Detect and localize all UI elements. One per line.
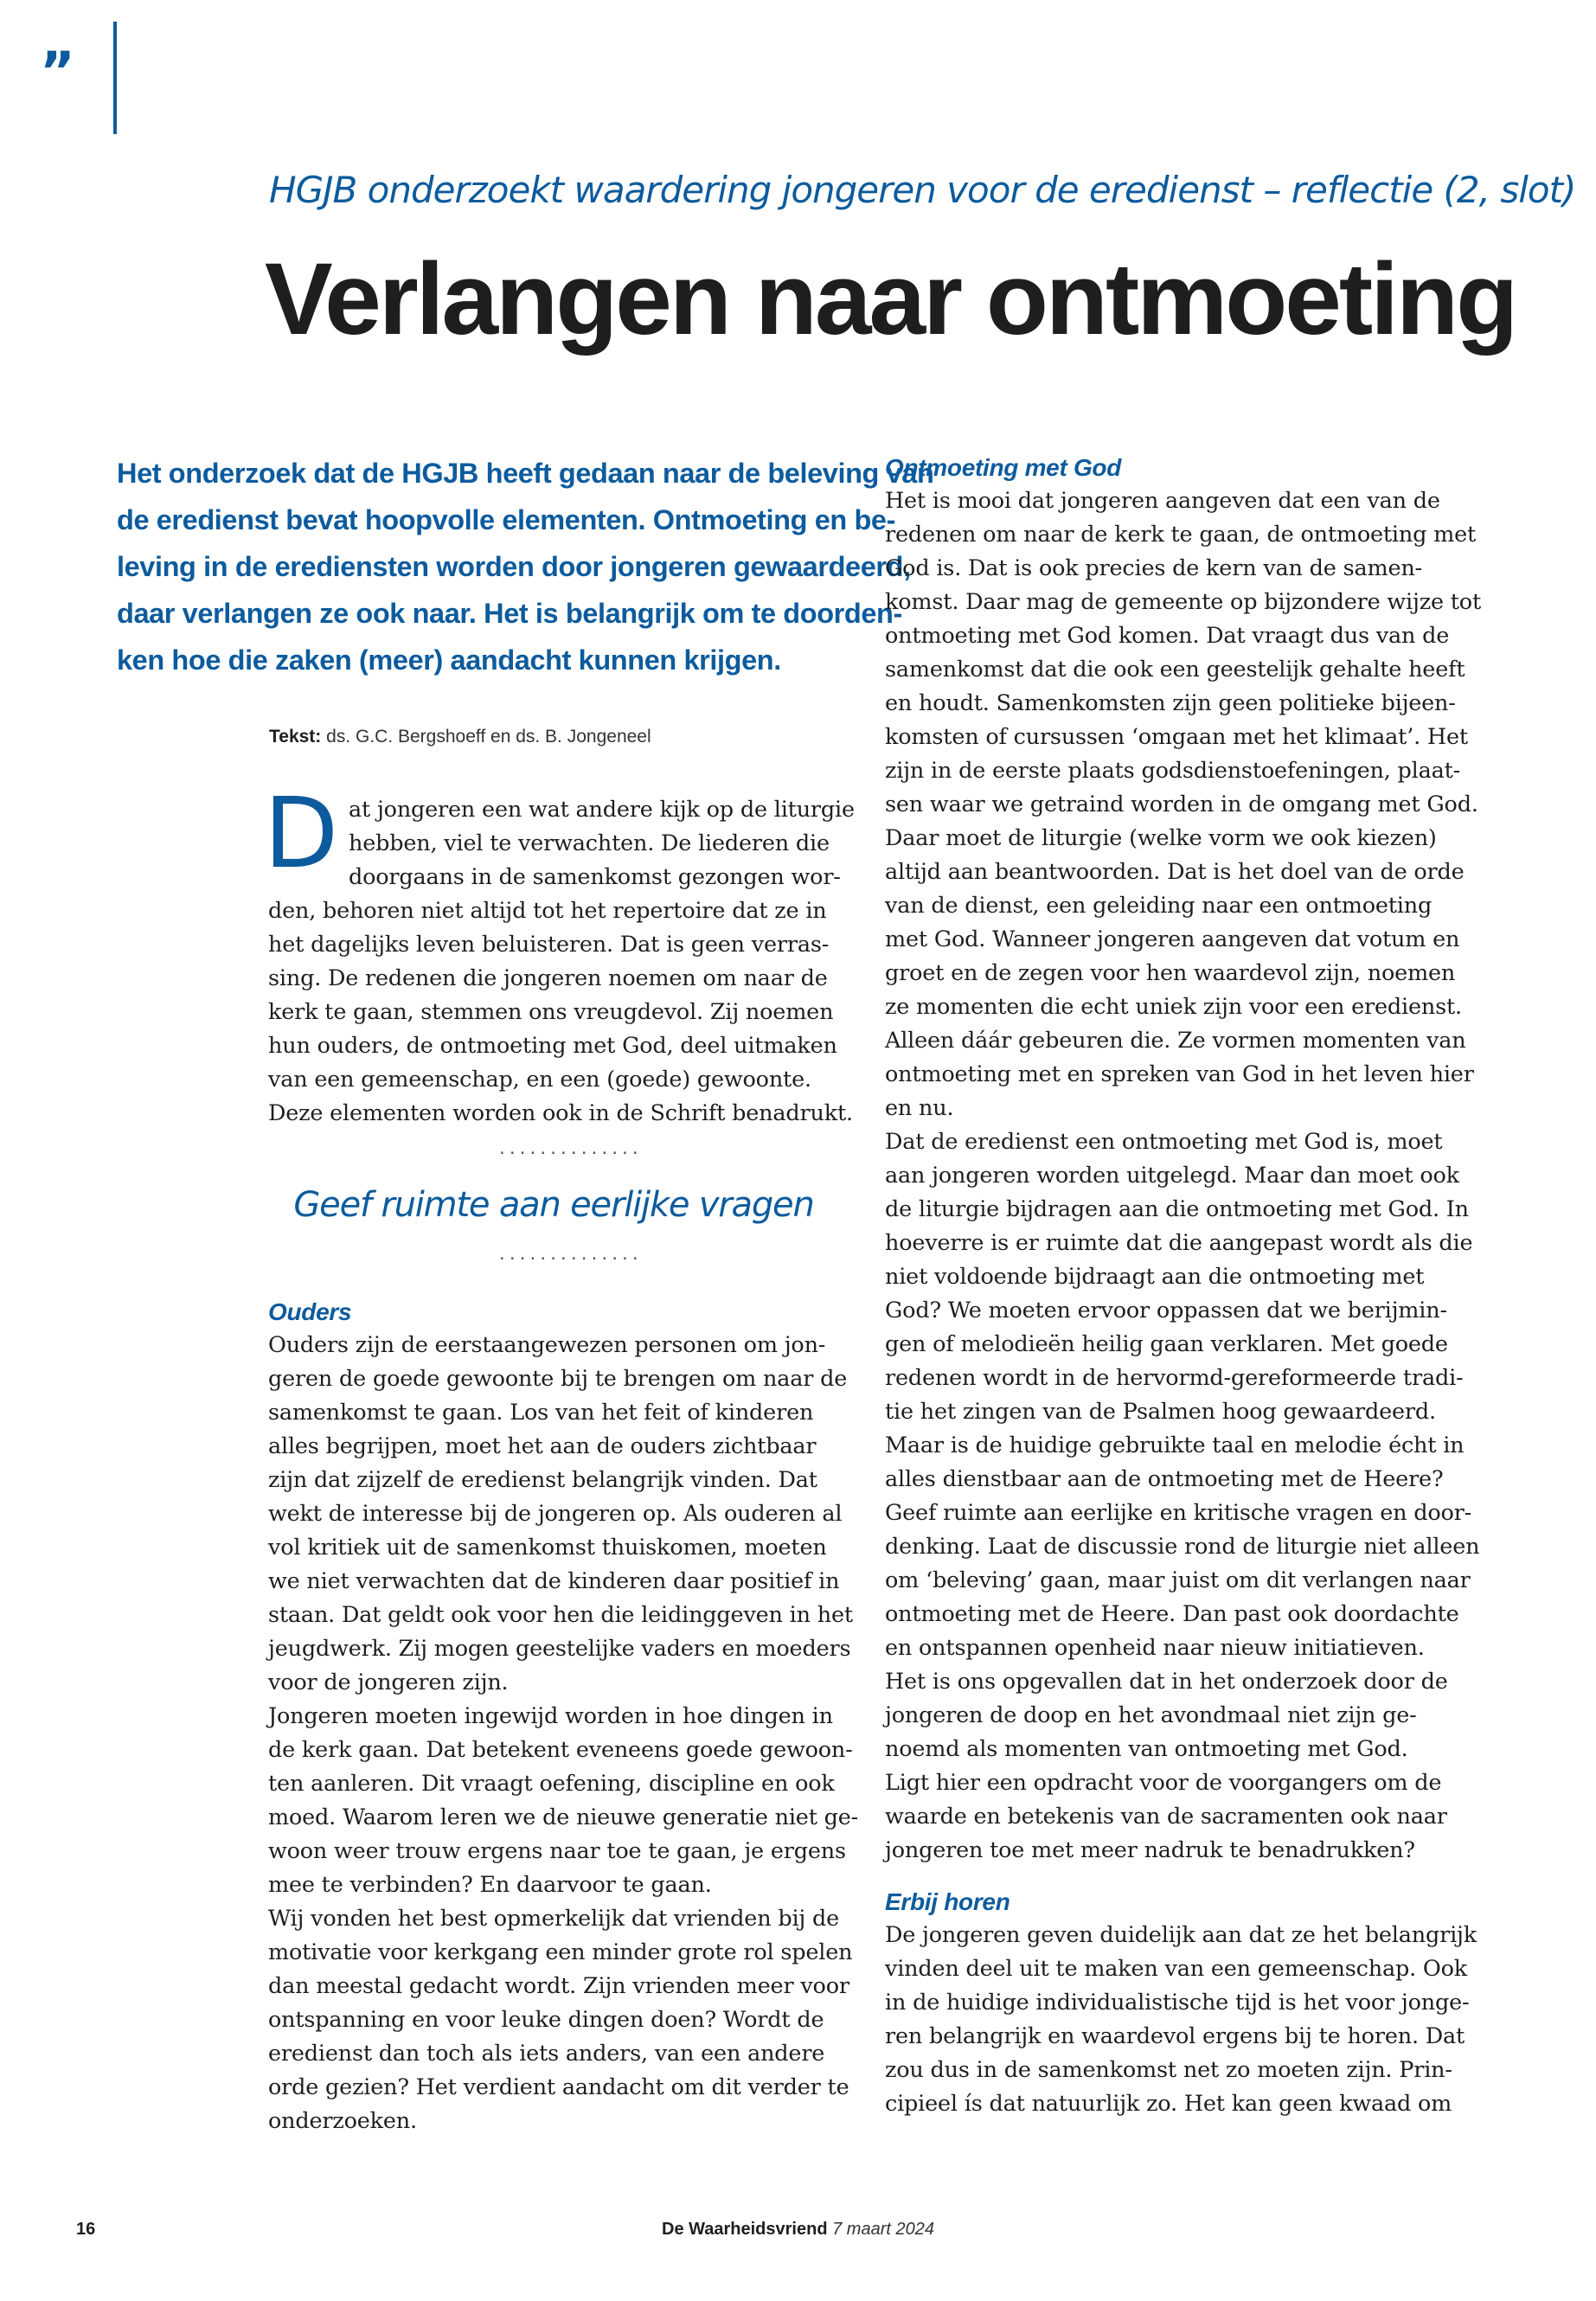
body-line: denking. Laat de discussie rond de liturgie niet alleen (885, 1534, 1480, 1560)
section-heading-ouders: Ouders (268, 1298, 352, 1325)
intro-line: Het onderzoek dat de HGJB heeft gedaan naar de beleving van (117, 458, 934, 489)
body-line: Het is ons opgevallen dat in het onderzoek door de (885, 1669, 1448, 1695)
section-heading-erbij-horen: Erbij horen (885, 1888, 1010, 1915)
publication-footer (662, 2220, 934, 2240)
quote-mark-icon: ” (40, 40, 75, 103)
body-line: cipieel ís dat natuurlijk zo. Het kan geen kwaad om (885, 2091, 1452, 2117)
body-line: de liturgie bijdragen aan die ontmoeting met God. In (885, 1196, 1469, 1222)
body-line: dan meestal gedacht wordt. Zijn vrienden meer voor (268, 1973, 849, 1999)
body-line: komsten of cursussen ‘omgaan met het klimaat’. Het (885, 724, 1468, 750)
body-line: ze momenten die echt uniek zijn voor een eredienst. (885, 994, 1462, 1020)
body-line: Maar is de huidige gebruikte taal en melodie écht in (885, 1433, 1465, 1458)
body-line: sen waar we getraind worden in de omgang met God. (885, 792, 1478, 817)
pullquote-dots-bottom: .............. (497, 1246, 641, 1264)
body-line: ontmoeting met en spreken van God in het leven hier (885, 1061, 1474, 1087)
body-line: sing. De redenen die jongeren noemen om naar de (268, 965, 828, 991)
byline-authors: ds. G.C. Bergshoeff en ds. B. Jongeneel (326, 727, 651, 747)
body-line: zijn dat zijzelf de eredienst belangrijk vinden. Dat (268, 1467, 817, 1493)
body-line: God? We moeten ervoor oppassen dat we berijmin- (885, 1298, 1447, 1324)
body-line: doorgaans in de samenkomst gezongen wor- (349, 864, 841, 890)
byline-label: Tekst: (269, 727, 322, 747)
section-spacer (885, 1868, 1465, 1885)
pullquote-dots-top: .............. (497, 1140, 641, 1158)
body-line: ontspanning en voor leuke dingen doen? Wordt de (268, 2007, 824, 2033)
body-line: we niet verwachten dat de kinderen daar positief in (268, 1568, 840, 1594)
body-line: motivatie voor kerkgang een minder grote rol spelen (268, 1939, 853, 1965)
body-line: ren belangrijk en waardevol ergens bij te horen. Dat (885, 2023, 1465, 2049)
body-line: geren de goede gewoonte bij te brengen om naar de (268, 1366, 848, 1392)
body-line: tie het zingen van de Psalmen hoog gewaardeerd. (885, 1399, 1436, 1425)
publication-name: De Waarheidsvriend (662, 2220, 828, 2239)
intro-line: daar verlangen ze ook naar. Het is belangrijk om te doorden- (117, 598, 902, 629)
page-number: 16 (76, 2220, 96, 2239)
publication-date: 7 maart 2024 (832, 2220, 934, 2239)
body-line: alles begrijpen, moet het aan de ouders zichtbaar (268, 1433, 817, 1459)
body-line: redenen om naar de kerk te gaan, de ontmoeting met (885, 522, 1477, 548)
body-line: ontmoeting met God komen. Dat vraagt dus van de (885, 623, 1450, 649)
column-left-opening (268, 793, 855, 1131)
body-line: redenen wordt in de hervormd-gereformeerde tradi- (885, 1365, 1464, 1391)
body-line: zijn in de eerste plaats godsdienstoefeningen, plaat- (885, 758, 1461, 784)
body-line: in de huidige individualistische tijd is het voor jonge- (885, 1990, 1470, 2016)
body-line: onderzoeken. (268, 2108, 417, 2134)
intro-line: de eredienst bevat hoopvolle elementen. Ontmoeting en be- (117, 504, 896, 535)
intro-line: leving in de erediensten worden door jongeren gewaardeerd, (117, 551, 911, 582)
body-line: hun ouders, de ontmoeting met God, deel uitmaken (268, 1033, 837, 1059)
body-line: en houdt. Samenkomsten zijn geen politieke bijeen- (885, 690, 1456, 716)
body-line: en ontspannen openheid naar nieuw initiatieven. (885, 1635, 1425, 1661)
body-line: wekt de interesse bij de jongeren op. Als ouderen al (268, 1501, 843, 1527)
body-line: Ligt hier een opdracht voor de voorgangers om de (885, 1770, 1442, 1796)
article-intro (117, 450, 934, 683)
body-line: jongeren toe met meer nadruk te benadrukken? (885, 1837, 1415, 1863)
body-line: ontmoeting met de Heere. Dan past ook doordachte (885, 1601, 1459, 1627)
body-line: ten aanleren. Dit vraagt oefening, discipline en ook (268, 1771, 835, 1797)
body-line: kerk te gaan, stemmen ons vreugdevol. Zij noemen (268, 999, 834, 1025)
body-line: samenkomst dat die ook een geestelijk gehalte heeft (885, 657, 1465, 683)
body-line: noemd als momenten van ontmoeting met God. (885, 1736, 1408, 1762)
body-line: hebben, viel te verwachten. De liederen die (349, 830, 830, 856)
body-line: de kerk gaan. Dat betekent eveneens goede gewoon- (268, 1737, 853, 1763)
body-line: Dat de eredienst een ontmoeting met God is, moet (885, 1129, 1443, 1155)
body-line: vinden deel uit te maken van een gemeenschap. Ook (885, 1956, 1468, 1982)
body-line: Daar moet de liturgie (welke vorm we ook kiezen) (885, 825, 1437, 851)
body-line: van de dienst, een geleiding naar een ontmoeting (885, 893, 1433, 919)
body-line: altijd aan beantwoorden. Dat is het doel van de orde (885, 859, 1465, 885)
body-line: jongeren de doop en het avondmaal niet zijn ge- (885, 1702, 1417, 1728)
body-line: orde gezien? Het verdient aandacht om dit verder te (268, 2074, 849, 2100)
body-line: Geef ruimte aan eerlijke en kritische vragen en door- (885, 1500, 1472, 1526)
body-line: groet en de zegen voor hen waardevol zijn, noemen (885, 960, 1456, 986)
body-line: De jongeren geven duidelijk aan dat ze het belangrijk (885, 1922, 1477, 1948)
body-line: woon weer trouw ergens naar toe te gaan, je ergens (268, 1838, 846, 1864)
column-left-section (268, 1295, 859, 2138)
section-heading-ontmoeting: Ontmoeting met God (885, 454, 1122, 481)
body-line: zou dus in de samenkomst net zo moeten zijn. Prin- (885, 2057, 1452, 2083)
body-line: met God. Wanneer jongeren aangeven dat votum en (885, 926, 1460, 952)
body-line: Deze elementen worden ook in de Schrift benadrukt. (268, 1100, 853, 1126)
body-line: mee te verbinden? En daarvoor te gaan. (268, 1872, 712, 1898)
column-right (885, 451, 1481, 2121)
vertical-rule (113, 22, 117, 134)
body-line: het dagelijks leven beluisteren. Dat is geen verras- (268, 932, 830, 958)
body-line: God is. Dat is ook precies de kern van de samen- (885, 555, 1422, 581)
body-line: samenkomst te gaan. Los van het feit of kinderen (268, 1400, 814, 1426)
pullquote: Geef ruimte aan eerlijke vragen (293, 1185, 814, 1225)
intro-line: ken hoe die zaken (meer) aandacht kunnen krijgen. (117, 644, 781, 676)
body-line: van een gemeenschap, en een (goede) gewoonte. (268, 1067, 811, 1093)
article-title: Verlangen naar ontmoeting (265, 242, 1516, 356)
body-line: komst. Daar mag de gemeente op bijzondere wijze tot (885, 589, 1481, 615)
body-line: alles dienstbaar aan de ontmoeting met de Heere? (885, 1466, 1444, 1492)
body-line: den, behoren niet altijd tot het repertoire dat ze in (268, 898, 827, 924)
body-line: Wij vonden het best opmerkelijk dat vrienden bij de (268, 1906, 840, 1932)
body-line: Alleen dáár gebeuren die. Ze vormen momenten van (885, 1028, 1466, 1054)
body-line: moed. Waarom leren we de nieuwe generatie niet ge- (268, 1804, 859, 1830)
body-line: niet voldoende bijdraagt aan die ontmoeting met (885, 1264, 1425, 1290)
body-line: hoeverre is er ruimte dat die aangepast wordt als die (885, 1230, 1473, 1256)
body-line: en nu. (885, 1095, 954, 1121)
body-line: staan. Dat geldt ook voor hen die leidinggeven in het (268, 1602, 853, 1628)
drop-cap: D (264, 778, 339, 890)
body-line: jeugdwerk. Zij mogen geestelijke vaders en moeders (268, 1636, 851, 1662)
body-line: eredienst dan toch als iets anders, van een andere (268, 2041, 825, 2067)
body-line: vol kritiek uit de samenkomst thuiskomen, moeten (268, 1535, 827, 1561)
body-line: at jongeren een wat andere kijk op de liturgie (349, 797, 855, 823)
byline (269, 727, 651, 747)
body-line: Jongeren moeten ingewijd worden in hoe dingen in (268, 1703, 833, 1729)
body-line: Ouders zijn de eerstaangewezen personen om jon- (268, 1332, 826, 1358)
article-kicker: HGJB onderzoekt waardering jongeren voor de eredienst – reflectie (2, slot) (269, 169, 1576, 211)
body-line: om ‘beleving’ gaan, maar juist om dit verlangen naar (885, 1567, 1471, 1593)
body-line: waarde en betekenis van de sacramenten ook naar (885, 1804, 1447, 1830)
body-line: aan jongeren worden uitgelegd. Maar dan moet ook (885, 1163, 1459, 1189)
body-line: gen of melodieën heilig gaan verklaren. Met goede (885, 1331, 1448, 1357)
body-line: voor de jongeren zijn. (268, 1670, 509, 1695)
body-line: Het is mooi dat jongeren aangeven dat een van de (885, 488, 1440, 514)
